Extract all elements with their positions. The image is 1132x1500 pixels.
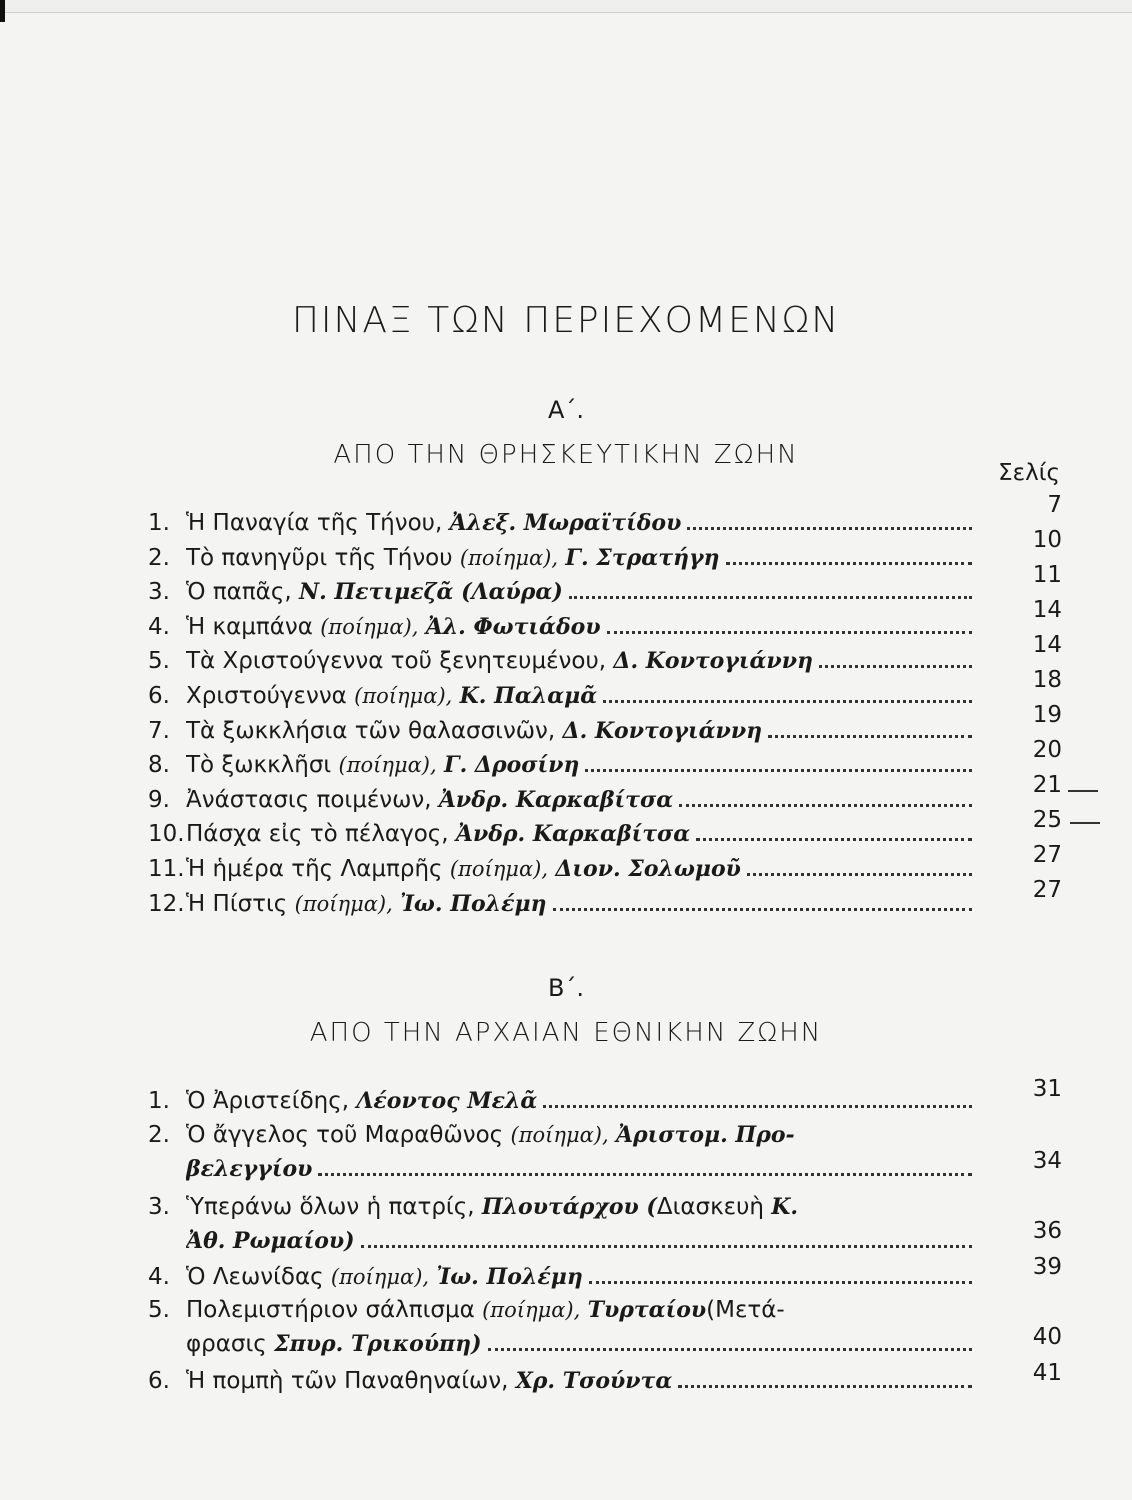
entry-content — [186, 1368, 978, 1394]
entry-author: Ἰω. Πολέμη — [400, 890, 547, 917]
toc-entry-line — [148, 579, 978, 613]
entry-page-number: 41 — [1032, 1360, 1062, 1386]
entry-page-number: 27 — [1032, 877, 1062, 903]
entry-content — [186, 856, 978, 882]
entry-author-cont: Ἀθ. Ρωμαίου) — [186, 1228, 355, 1254]
toc-entry[interactable] — [148, 648, 978, 682]
entry-title: Τὸ πανηγῦρι τῆς Τήνου — [186, 544, 453, 571]
entry-author: Δ. Κοντογιάννη — [562, 717, 763, 744]
entry-title: Ὑπεράνω ὅλων ἡ πατρίς, — [186, 1194, 475, 1220]
dot-leader — [553, 908, 972, 911]
entry-author: Ἀριστομ. Προ- — [615, 1122, 795, 1148]
pen-mark — [1068, 790, 1098, 792]
entry-content — [186, 648, 978, 674]
entry-content — [186, 1122, 978, 1148]
entry-content — [186, 1297, 978, 1323]
entry-content — [186, 891, 978, 917]
toc-entry-line — [148, 718, 978, 752]
entry-title: Ἡ ἡμέρα τῆς Λαμπρῆς — [186, 856, 443, 882]
entry-page-number: 27 — [1032, 842, 1062, 868]
entry-number: 9. — [148, 786, 170, 813]
dot-leader — [768, 735, 972, 738]
entry-number: 1. — [148, 1088, 170, 1114]
entry-content — [186, 1156, 978, 1182]
entry-number: 5. — [148, 648, 170, 675]
entry-number: 7. — [148, 717, 170, 744]
entry-page-number: 7 — [1047, 492, 1062, 518]
toc-entry[interactable] — [148, 821, 978, 855]
entry-author: Δ. Κοντογιάννη — [613, 648, 813, 675]
toc-entry-line — [148, 1264, 978, 1298]
entry-genre: (ποίημα), — [482, 1298, 581, 1322]
entry-page-number: 10 — [1032, 527, 1062, 553]
entry-author: Ἀνδρ. Καρκαβίτσα — [438, 786, 674, 813]
toc-entry[interactable] — [148, 510, 978, 544]
entry-genre: (ποίημα), — [320, 614, 419, 639]
section-b-title: ΑΠΟ ΤΗΝ ΑΡΧΑΙΑΝ ΕΘΝΙΚΗΝ ΖΩΗΝ — [309, 1018, 823, 1048]
entry-number: 10. — [148, 821, 185, 848]
toc-entry-line — [148, 891, 978, 925]
toc-entry[interactable] — [148, 1264, 978, 1298]
entry-author: Γ. Στρατήγη — [565, 544, 720, 571]
entry-number: 3. — [148, 579, 170, 606]
dot-leader — [687, 527, 972, 530]
entry-author: Χρ. Τσούντα — [515, 1368, 673, 1394]
entry-number: 5. — [148, 1297, 170, 1323]
toc-entry-line — [148, 1122, 978, 1156]
toc-entry[interactable] — [148, 614, 978, 648]
entry-title: Ἡ πομπὴ τῶν Παναθηναίων, — [186, 1368, 509, 1394]
entry-author: Ἀλεξ. Μωραϊτίδου — [449, 510, 682, 536]
entry-content — [186, 683, 978, 709]
toc-entry[interactable] — [148, 1122, 978, 1190]
entry-content — [186, 1331, 978, 1357]
toc-entry[interactable] — [148, 545, 978, 579]
entry-title: Ἡ καμπάνα — [186, 613, 313, 640]
entry-genre: (ποίημα), — [510, 1123, 609, 1147]
entry-title: Τὸ ξωκκλῆσι — [186, 752, 332, 779]
entry-number: 8. — [148, 752, 170, 779]
entry-genre: (ποίημα), — [338, 753, 437, 778]
toc-entry-line — [148, 1368, 978, 1402]
toc-entry-line — [148, 856, 978, 890]
entry-number: 4. — [148, 613, 170, 640]
entry-author: Τυρταίου — [587, 1297, 707, 1323]
entry-title-cont: φρασις — [186, 1331, 267, 1357]
toc-entry-line — [148, 1088, 978, 1122]
entry-author: Πλουτάρχου ( — [481, 1194, 657, 1220]
toc-entry-line — [148, 787, 978, 821]
toc-entry[interactable] — [148, 856, 978, 890]
entry-genre: (ποίημα), — [294, 891, 393, 916]
entry-content — [186, 787, 978, 813]
entry-title: Τὰ ξωκκλήσια τῶν θαλασσινῶν, — [186, 717, 556, 744]
entry-tail-author: Κ. — [771, 1194, 799, 1220]
entry-content — [186, 1194, 978, 1220]
dot-leader — [569, 596, 972, 599]
dot-leader — [543, 1105, 972, 1108]
entry-content — [186, 718, 978, 744]
entry-title: Ἡ Παναγία τῆς Τήνου, — [186, 510, 443, 536]
entry-number: 11. — [148, 856, 185, 882]
entry-number: 4. — [148, 1264, 170, 1290]
toc-entry[interactable] — [148, 1194, 978, 1262]
entry-title: Πάσχα εἰς τὸ πέλαγος, — [186, 821, 449, 848]
entry-author: Κ. Παλαμᾶ — [459, 683, 598, 709]
toc-entry[interactable] — [148, 752, 978, 786]
entry-author: Ἀνδρ. Καρκαβίτσα — [455, 821, 691, 848]
entry-content — [186, 752, 978, 778]
entry-tail: Διασκευὴ — [656, 1194, 764, 1220]
entry-page-number: 14 — [1032, 632, 1062, 658]
toc-entry-line — [148, 683, 978, 717]
entry-page-number: 36 — [1032, 1218, 1062, 1244]
entry-page-number: 40 — [1032, 1324, 1062, 1350]
entry-page-number: 39 — [1032, 1254, 1062, 1280]
toc-entry-line — [148, 1331, 978, 1365]
section-a-letter: Α΄. — [547, 396, 585, 424]
section-a-title: ΑΠΟ ΤΗΝ ΘΡΗΣΚΕΥΤΙΚΗΝ ΖΩΗΝ — [333, 440, 799, 470]
entry-page-number: 25 — [1032, 807, 1062, 833]
entry-tail: (Μετά- — [706, 1297, 785, 1323]
toc-entry-line — [148, 614, 978, 648]
toc-entry-line — [148, 821, 978, 855]
entry-author: Ἀλ. Φωτιάδου — [425, 613, 601, 640]
entry-author-cont: βελεγγίου — [186, 1156, 313, 1182]
toc-entry[interactable] — [148, 1368, 978, 1402]
dot-leader — [607, 631, 972, 634]
entry-title: Ὁ Λεωνίδας — [186, 1264, 324, 1290]
entry-title: Ἡ Πίστις — [186, 890, 288, 917]
dot-leader — [747, 873, 972, 876]
dot-leader — [603, 700, 972, 703]
entry-author: Λέοντος Μελᾶ — [356, 1088, 538, 1114]
entry-page-number: 14 — [1032, 597, 1062, 623]
entry-page-number: 19 — [1032, 702, 1062, 728]
entry-number: 12. — [148, 890, 185, 917]
entry-number: 3. — [148, 1194, 170, 1220]
entry-content — [186, 510, 978, 536]
dot-leader — [726, 562, 972, 565]
pages-column-label: Σελίς — [998, 460, 1060, 486]
entry-author-cont: Σπυρ. Τρικούπη) — [274, 1331, 482, 1357]
entry-page-number: 34 — [1032, 1148, 1062, 1174]
toc-entry[interactable] — [148, 718, 978, 752]
toc-entry-line — [148, 510, 978, 544]
pen-mark — [1070, 822, 1100, 824]
page-title: ΠΙΝΑΞ ΤΩΝ ΠΕΡΙΕΧΟΜΕΝΩΝ — [291, 300, 841, 341]
entry-title: Ὁ Ἀριστείδης, — [186, 1088, 350, 1114]
toc-entry-line — [148, 752, 978, 786]
entry-page-number: 20 — [1032, 737, 1062, 763]
entry-genre: (ποίημα), — [449, 857, 548, 881]
entry-title: Ὁ ἄγγελος τοῦ Μαραθῶνος — [186, 1122, 504, 1148]
entry-content — [186, 1228, 978, 1254]
entry-page-number: 31 — [1032, 1076, 1062, 1102]
edge-mark — [0, 0, 5, 22]
entry-number: 6. — [148, 1368, 170, 1394]
entry-title: Χριστούγεννα — [186, 683, 347, 709]
section-b-letter: Β΄. — [547, 974, 585, 1002]
toc-entry-line — [148, 1156, 978, 1190]
dot-leader — [318, 1173, 972, 1176]
entry-title: Ὁ παπᾶς, — [186, 579, 292, 606]
entry-content — [186, 614, 978, 640]
entry-page-number: 11 — [1032, 562, 1062, 588]
dot-leader — [819, 665, 972, 668]
toc-entry-line — [148, 1228, 978, 1262]
dot-leader — [696, 838, 972, 841]
dot-leader — [589, 1281, 972, 1284]
toc-entry-line — [148, 1297, 978, 1331]
dot-leader — [678, 1385, 972, 1388]
entry-author: Ἰω. Πολέμη — [436, 1264, 583, 1290]
entry-number: 1. — [148, 510, 170, 536]
entry-content — [186, 1088, 978, 1114]
entry-author: Ν. Πετιμεζᾶ (Λαύρα) — [298, 579, 563, 606]
entry-page-number: 18 — [1032, 667, 1062, 693]
entry-number: 2. — [148, 544, 170, 571]
toc-entry-line — [148, 545, 978, 579]
entry-content — [186, 579, 978, 605]
entry-content — [186, 545, 978, 571]
entry-title: Ἀνάστασις ποιμένων, — [186, 786, 432, 813]
toc-entry[interactable] — [148, 683, 978, 717]
toc-entry-line — [148, 648, 978, 682]
toc-entry[interactable] — [148, 787, 978, 821]
entry-title: Τὰ Χριστούγεννα τοῦ ξενητευμένου, — [186, 648, 607, 675]
entry-genre: (ποίημα), — [330, 1265, 430, 1289]
toc-entry[interactable] — [148, 1088, 978, 1122]
dot-leader — [679, 804, 972, 807]
entry-number: 6. — [148, 683, 170, 709]
dot-leader — [361, 1245, 972, 1248]
toc-entry[interactable] — [148, 1297, 978, 1365]
entry-title: Πολεμιστήριον σάλπισμα — [186, 1297, 475, 1323]
toc-entry[interactable] — [148, 579, 978, 613]
entry-author: Γ. Δροσίνη — [443, 752, 580, 779]
dot-leader — [488, 1348, 972, 1351]
dot-leader — [585, 769, 972, 772]
toc-entry[interactable] — [148, 891, 978, 925]
entry-content — [186, 1264, 978, 1290]
page-top-edge — [0, 0, 1132, 13]
entry-genre: (ποίημα), — [459, 545, 559, 570]
entry-content — [186, 821, 978, 847]
toc-entry-line — [148, 1194, 978, 1228]
entry-number: 2. — [148, 1122, 170, 1148]
entry-page-number: 21 — [1032, 772, 1062, 798]
entry-author: Διον. Σολωμοῦ — [555, 856, 741, 882]
entry-genre: (ποίημα), — [354, 684, 453, 708]
